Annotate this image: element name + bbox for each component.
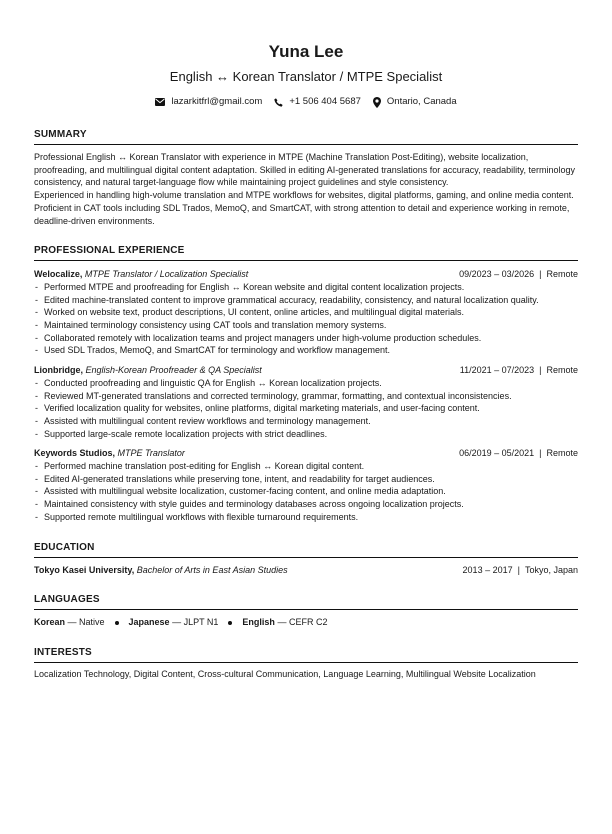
bullet-item: - Performed machine translation post-editing for English ↔ Korean digital content. bbox=[34, 460, 578, 473]
job-header bbox=[34, 364, 578, 377]
bullet-item: - Collaborated remotely with localization teams and project managers under high-volume production schedules. bbox=[34, 332, 578, 345]
job-mode: Remote bbox=[546, 448, 578, 459]
bullet-item: - Maintained consistency with style guides and terminology databases across ongoing localization projects. bbox=[34, 498, 578, 511]
education-section bbox=[34, 542, 578, 577]
section-title-experience: PROFESSIONAL EXPERIENCE bbox=[34, 245, 578, 261]
job-title: English-Korean Proofreader & QA Specialist bbox=[85, 365, 262, 376]
language-name: English bbox=[242, 617, 275, 628]
job-dates: 09/2023 – 03/2026 bbox=[459, 269, 535, 280]
job-organization: Keywords Studios, bbox=[34, 448, 116, 459]
bullet-item: - Reviewed MT-generated translations and corrected terminology, grammar, formatting, and contextual inconsistencies. bbox=[34, 390, 578, 403]
bullet-item: - Maintained terminology consistency using CAT tools and translation memory systems. bbox=[34, 319, 578, 332]
phone-icon bbox=[274, 98, 283, 107]
bullet-item: - Edited machine-translated content to improve grammatical accuracy, readability, consistency, and natural localization quality. bbox=[34, 294, 578, 307]
languages-list bbox=[34, 616, 578, 629]
section-title-languages: LANGUAGES bbox=[34, 594, 578, 610]
job-entry bbox=[34, 364, 578, 440]
language-level: — JLPT N1 bbox=[169, 617, 219, 628]
bullet-item: - Supported large-scale remote localization projects with strict deadlines. bbox=[34, 428, 578, 441]
language-name: Japanese bbox=[128, 617, 170, 628]
contact-email[interactable] bbox=[155, 96, 262, 108]
job-header bbox=[34, 268, 578, 281]
education-location: Tokyo, Japan bbox=[524, 564, 578, 575]
email-text: lazarkitfrl@gmail.com bbox=[171, 96, 263, 107]
bullet-dot bbox=[228, 621, 232, 625]
map-pin-icon bbox=[373, 97, 381, 108]
degree: Bachelor of Arts in East Asian Studies bbox=[136, 564, 288, 575]
education-dates: 2013 – 2017 bbox=[462, 564, 513, 575]
bullet-item: - Used SDL Trados, MemoQ, and SmartCAT for terminology and workflow management. bbox=[34, 344, 578, 357]
job-organization: Lionbridge, bbox=[34, 365, 83, 376]
separator: | bbox=[517, 564, 520, 575]
job-dates: 06/2019 – 05/2021 bbox=[459, 448, 535, 459]
interests-section bbox=[34, 647, 578, 681]
job-organization: Welocalize, bbox=[34, 269, 83, 280]
bullet-dot bbox=[115, 621, 119, 625]
summary-section bbox=[34, 129, 578, 227]
job-header bbox=[34, 447, 578, 460]
bullet-item: - Verified localization quality for websites, online platforms, digital marketing materials, and user-facing content. bbox=[34, 402, 578, 415]
interests-text: Localization Technology, Digital Content, Cross-cultural Communication, Language Learning, Multilingual Website Localization bbox=[34, 668, 536, 679]
envelope-icon bbox=[155, 98, 165, 106]
language-level: — CEFR C2 bbox=[274, 617, 328, 628]
bullet-item: - Supported remote multilingual workflows with flexible turnaround requirements. bbox=[34, 511, 578, 524]
language-level: — Native bbox=[65, 617, 105, 628]
education-entry bbox=[34, 564, 578, 577]
bullet-item: - Conducted proofreading and linguistic QA for English ↔ Korean localization projects. bbox=[34, 377, 578, 390]
phone-text: +1 506 404 5687 bbox=[289, 96, 361, 107]
bullet-item: - Assisted with multilingual content review workflows and terminology management. bbox=[34, 415, 578, 428]
bullet-item: - Assisted with multilingual website localization, customer-facing content, and online media adaptation. bbox=[34, 485, 578, 498]
section-title-education: EDUCATION bbox=[34, 542, 578, 558]
headline: English ↔ Korean Translator / MTPE Specialist bbox=[169, 69, 443, 84]
job-mode: Remote bbox=[546, 365, 578, 376]
job-title: MTPE Translator bbox=[117, 448, 185, 459]
contact-location bbox=[373, 96, 457, 108]
contact-phone[interactable] bbox=[274, 96, 361, 108]
summary-paragraph-1: Professional English ↔ Korean Translator with experience in MTPE (Machine Translation Post-Editing), website localization, proofreading, and multilingual digital content adaptation. Skilled in editing AI-generated translations for accuracy, readability, terminology consistency, and natural target-language flow while maintaining project guidelines and style consistency. bbox=[34, 152, 575, 188]
language-item bbox=[242, 616, 327, 629]
experience-section bbox=[34, 245, 578, 523]
resume-page bbox=[0, 42, 612, 834]
school-name: Tokyo Kasei University, bbox=[34, 564, 135, 575]
separator: | bbox=[539, 269, 542, 280]
candidate-name: Yuna Lee bbox=[268, 42, 344, 61]
job-mode: Remote bbox=[546, 269, 578, 280]
job-bullets bbox=[34, 377, 578, 441]
language-item bbox=[129, 616, 219, 629]
contact-bar bbox=[34, 96, 578, 108]
bullet-item: - Edited AI-generated translations while preserving tone, intent, and readability for target audiences. bbox=[34, 473, 578, 486]
bullet-item: - Worked on website text, product descriptions, UI content, online articles, and multilingual digital materials. bbox=[34, 306, 578, 319]
language-name: Korean bbox=[34, 617, 66, 628]
summary-paragraph-2: Experienced in handling high-volume translation and MTPE workflows for websites, digital platforms, gaming, and online media content. Proficient in CAT tools including SDL Trados, MemoQ, and SmartCAT, with strong attention to detail and experience working in remote, deadline-driven environments. bbox=[34, 190, 574, 226]
bullet-item: - Performed MTPE and proofreading for English ↔ Korean website and digital content localization projects. bbox=[34, 281, 578, 294]
separator: | bbox=[539, 448, 542, 459]
job-bullets bbox=[34, 281, 578, 357]
job-dates: 11/2021 – 07/2023 bbox=[459, 365, 535, 376]
job-entry bbox=[34, 268, 578, 357]
job-entry bbox=[34, 447, 578, 523]
job-title: MTPE Translator / Localization Specialist bbox=[84, 269, 249, 280]
languages-section bbox=[34, 594, 578, 629]
section-title-interests: INTERESTS bbox=[34, 647, 578, 663]
job-bullets bbox=[34, 460, 578, 524]
separator: | bbox=[539, 365, 542, 376]
language-item bbox=[34, 616, 105, 629]
section-title-summary: SUMMARY bbox=[34, 129, 578, 145]
location-text: Ontario, Canada bbox=[386, 96, 457, 107]
